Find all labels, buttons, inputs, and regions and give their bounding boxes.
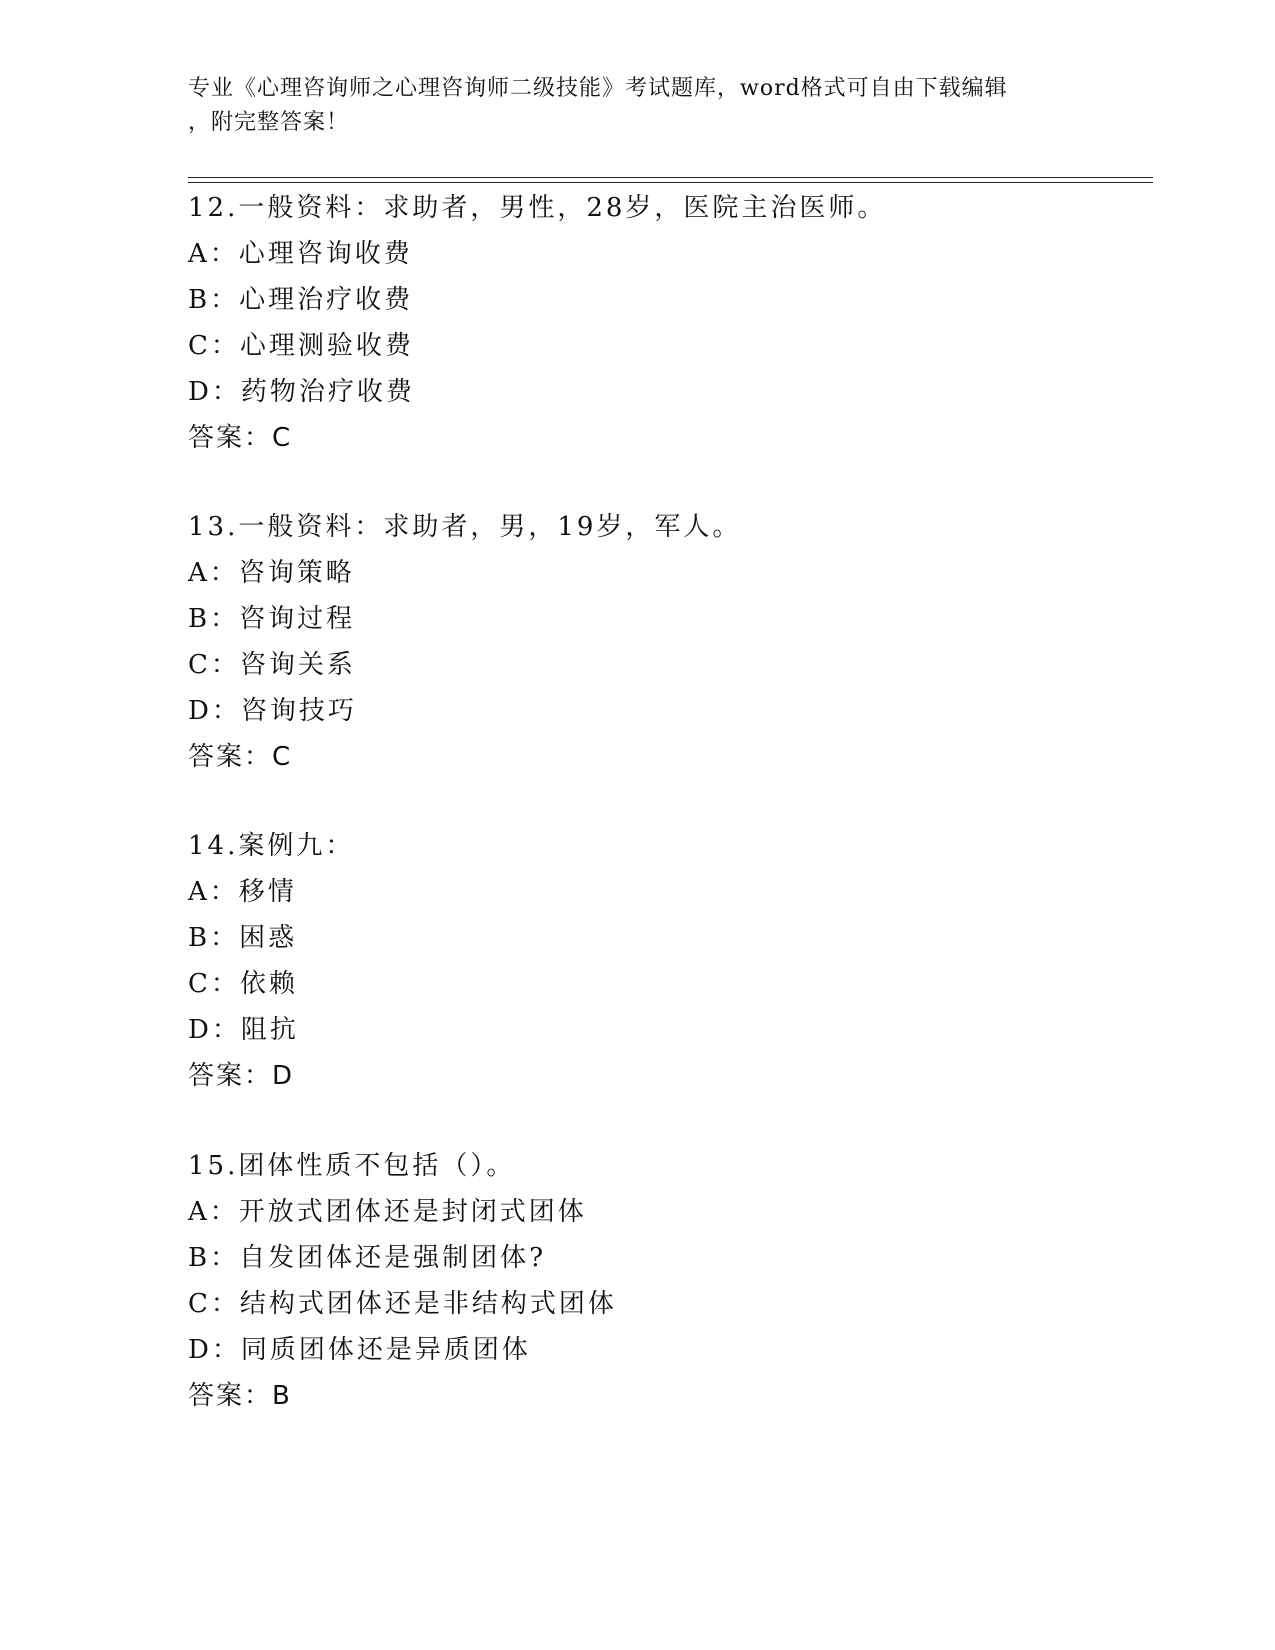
header-divider-top: [188, 177, 1153, 178]
option-c: C：依赖: [188, 969, 298, 999]
question-stem: 15.团体性质不包括（）。: [188, 1151, 516, 1181]
answer: 答案：D: [188, 1061, 295, 1091]
option-d: D：药物治疗收费: [188, 377, 415, 407]
question-stem: 12.一般资料：求助者，男性，28岁，医院主治医师。: [188, 193, 887, 223]
option-a: A：心理咨询收费: [188, 239, 413, 269]
option-a: A：移情: [188, 877, 297, 907]
question-13: [188, 504, 1148, 780]
header-line-1: 专业《心理咨询师之心理咨询师二级技能》考试题库，word格式可自由下载编辑: [188, 76, 1008, 101]
option-b: B：困惑: [188, 923, 298, 953]
answer: 答案：B: [188, 1381, 292, 1411]
option-a: A：咨询策略: [188, 558, 355, 588]
question-12: [188, 185, 1148, 461]
question-15: [188, 1143, 1148, 1419]
answer: 答案：C: [188, 423, 293, 453]
option-a: A：开放式团体还是封闭式团体: [188, 1197, 587, 1227]
question-14: [188, 823, 1148, 1099]
option-d: D：同质团体还是异质团体: [188, 1335, 531, 1365]
document-header: [188, 72, 1068, 140]
option-b: B：咨询过程: [188, 604, 356, 634]
option-c: C：心理测验收费: [188, 331, 414, 361]
header-line-2: ，附完整答案！: [188, 110, 350, 135]
option-b: B：自发团体还是强制团体?: [188, 1243, 547, 1273]
header-divider-bottom: [188, 182, 1153, 183]
option-c: C：结构式团体还是非结构式团体: [188, 1289, 617, 1319]
answer: 答案：C: [188, 742, 293, 772]
option-d: D：咨询技巧: [188, 696, 357, 726]
option-d: D：阻抗: [188, 1015, 299, 1045]
option-c: C：咨询关系: [188, 650, 356, 680]
option-b: B：心理治疗收费: [188, 285, 414, 315]
question-stem: 13.一般资料：求助者，男，19岁，军人。: [188, 512, 742, 542]
question-stem: 14.案例九：: [188, 831, 355, 861]
